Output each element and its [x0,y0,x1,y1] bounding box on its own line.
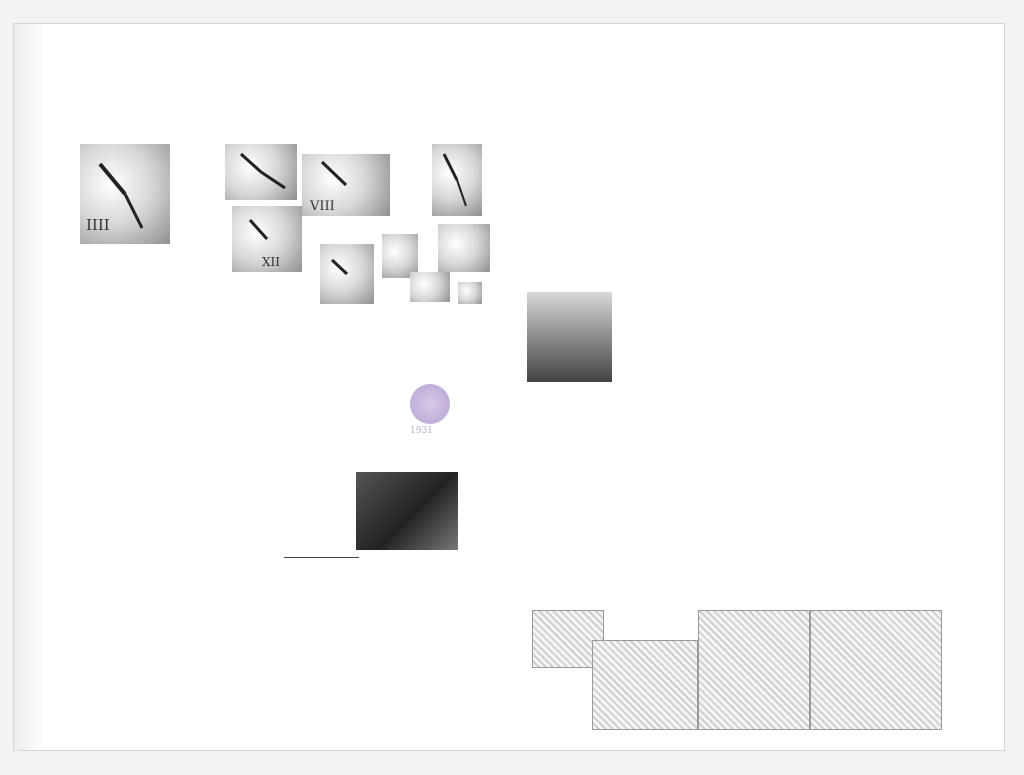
svg-text:XII: XII [262,255,281,269]
clock-hands-graphic [225,144,297,200]
article-title [162,342,382,376]
clock-photo [232,206,302,272]
clock-photo-collage [80,144,500,304]
handwritten-note [134,46,334,76]
watermark-year: 1931 [410,426,433,436]
eagle-illustration-strip [532,610,944,732]
binding-edge [14,24,44,750]
clock-hands-graphic [432,144,482,216]
svg-text:IIII: IIII [86,216,110,234]
svg-text:VIII: VIII [310,199,335,214]
photo-caption-line [284,557,359,558]
eagle-illustration [698,610,810,730]
eagle-illustration [810,610,942,730]
clock-hands-graphic [302,154,390,216]
hallway-photo [356,472,458,550]
clock-hands-graphic [80,144,170,244]
clock-photo [432,144,482,216]
clock-photo [458,282,482,304]
scanned-page [14,24,1004,750]
clock-photo [225,144,297,200]
right-column [524,148,944,618]
street-photo [527,292,612,382]
clock-photo [302,154,390,216]
left-column [76,409,506,709]
eagle-illustration [592,640,698,730]
clock-photo [410,272,450,302]
clock-photo [438,224,490,272]
clock-hands-graphic [232,206,302,272]
clock-hands-graphic [320,244,374,304]
clock-photo [320,244,374,304]
clock-photo [80,144,170,244]
